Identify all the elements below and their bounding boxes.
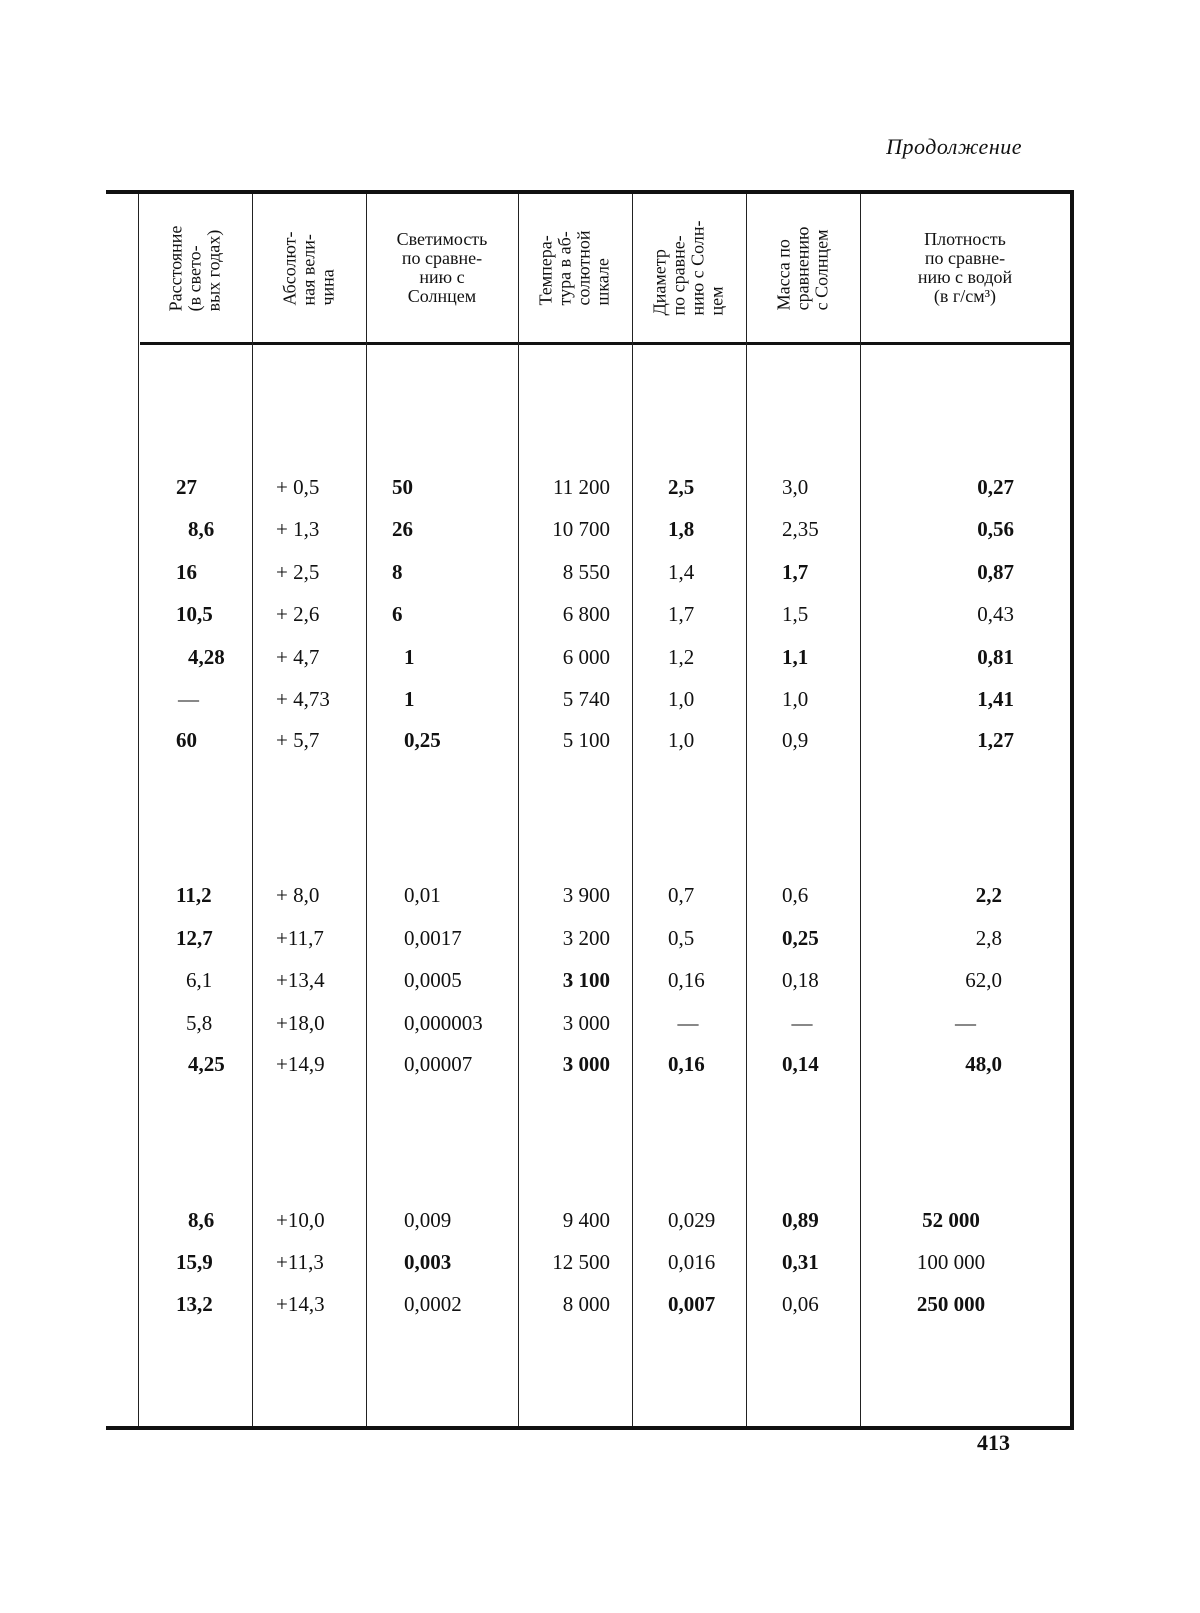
cell-distance: 11,2 xyxy=(176,883,212,907)
header-temperature xyxy=(518,194,632,342)
cell-luminosity: 8 xyxy=(392,560,403,584)
cell-magnitude: +11,3 xyxy=(276,1250,324,1274)
cell-distance: 4,25 xyxy=(188,1052,225,1076)
cell-density: 0,87 xyxy=(977,560,1014,584)
cell-temperature: 12 500 xyxy=(552,1250,610,1274)
continuation-label: Продолжение xyxy=(886,134,1022,159)
header-distance xyxy=(138,194,252,342)
cell-mass: — xyxy=(791,1011,813,1035)
cell-luminosity: 0,0005 xyxy=(404,968,462,992)
cell-temperature: 9 400 xyxy=(562,1208,610,1232)
cell-magnitude: + 4,7 xyxy=(276,645,320,669)
cell-distance: 27 xyxy=(176,475,197,499)
cell-density: 1,41 xyxy=(977,687,1014,711)
cell-diameter: 0,5 xyxy=(668,926,695,950)
cell-diameter: 0,016 xyxy=(668,1250,716,1274)
table-bottom-rule xyxy=(106,1426,1074,1430)
cell-density: 52 000 xyxy=(922,1208,980,1232)
cell-distance: 8,6 xyxy=(188,1208,215,1232)
header-distance-text: Расстояние (в свето- вых годах) xyxy=(165,225,224,311)
table-right-rule xyxy=(1070,190,1074,1430)
cell-magnitude: + 2,6 xyxy=(276,602,320,626)
cell-diameter: 0,16 xyxy=(668,1052,705,1076)
cell-distance: — xyxy=(178,687,199,711)
cell-temperature: 3 200 xyxy=(562,926,610,950)
cell-distance: 15,9 xyxy=(176,1250,213,1274)
cell-temperature: 3 100 xyxy=(562,968,610,992)
header-mass xyxy=(746,194,860,342)
cell-density: 62,0 xyxy=(965,968,1002,992)
cell-diameter: 1,2 xyxy=(668,645,695,669)
cell-density: 0,27 xyxy=(977,475,1014,499)
cell-temperature: 11 200 xyxy=(553,475,610,499)
cell-diameter: — xyxy=(677,1011,699,1035)
cell-mass: 0,18 xyxy=(782,968,819,992)
column-divider xyxy=(860,194,861,1426)
cell-distance: 60 xyxy=(176,728,197,752)
cell-mass: 0,06 xyxy=(782,1292,819,1316)
cell-distance: 12,7 xyxy=(176,926,213,950)
cell-mass: 2,35 xyxy=(782,517,819,541)
cell-mass: 0,89 xyxy=(782,1208,819,1232)
cell-diameter: 1,7 xyxy=(668,602,695,626)
cell-luminosity: 1 xyxy=(404,645,415,669)
cell-magnitude: + 1,3 xyxy=(276,517,320,541)
cell-temperature: 3 900 xyxy=(562,883,610,907)
header-absolute-magnitude-text: Абсолют- ная вели- чина xyxy=(279,230,338,306)
cell-density: 2,2 xyxy=(975,883,1002,907)
cell-magnitude: +11,7 xyxy=(276,926,324,950)
cell-density: 0,43 xyxy=(977,602,1014,626)
cell-mass: 0,9 xyxy=(782,728,809,752)
header-temperature-text: Темпера- тура в аб- солютной шкале xyxy=(535,230,613,306)
column-divider xyxy=(252,194,253,1426)
cell-luminosity: 0,00007 xyxy=(404,1052,473,1076)
cell-temperature: 5 740 xyxy=(562,687,610,711)
cell-magnitude: + 8,0 xyxy=(276,883,320,907)
cell-temperature: 3 000 xyxy=(562,1011,610,1035)
cell-density: 250 000 xyxy=(916,1292,986,1316)
cell-luminosity: 0,0002 xyxy=(404,1292,462,1316)
cell-temperature: 6 800 xyxy=(562,602,610,626)
cell-magnitude: + 4,73 xyxy=(276,687,330,711)
cell-mass: 1,5 xyxy=(782,602,809,626)
cell-diameter: 1,4 xyxy=(668,560,695,584)
cell-mass: 0,6 xyxy=(782,883,809,907)
cell-diameter: 1,0 xyxy=(668,728,695,752)
cell-distance: 4,28 xyxy=(188,645,225,669)
cell-distance: 6,1 xyxy=(186,968,213,992)
header-density-text: Плотность по сравне- нию с водой (в г/см³) xyxy=(917,229,1013,306)
cell-density: 48,0 xyxy=(965,1052,1002,1076)
cell-luminosity: 0,000003 xyxy=(404,1011,483,1035)
cell-magnitude: +10,0 xyxy=(276,1208,325,1232)
cell-luminosity: 0,01 xyxy=(404,883,441,907)
column-divider xyxy=(746,194,747,1426)
cell-magnitude: +13,4 xyxy=(276,968,325,992)
cell-distance: 8,6 xyxy=(188,517,215,541)
cell-density: 0,81 xyxy=(977,645,1014,669)
cell-diameter: 1,0 xyxy=(668,687,695,711)
cell-temperature: 10 700 xyxy=(552,517,610,541)
cell-distance: 5,8 xyxy=(186,1011,213,1035)
cell-distance: 10,5 xyxy=(176,602,213,626)
cell-mass: 3,0 xyxy=(782,475,809,499)
header-diameter-text: Диаметр по сравне- нию с Солн- цем xyxy=(650,220,727,316)
cell-luminosity: 0,003 xyxy=(404,1250,452,1274)
header-rule xyxy=(140,342,1074,345)
cell-luminosity: 0,009 xyxy=(404,1208,452,1232)
cell-temperature: 6 000 xyxy=(562,645,610,669)
cell-luminosity: 0,25 xyxy=(404,728,441,752)
cell-diameter: 2,5 xyxy=(668,475,695,499)
cell-luminosity: 0,0017 xyxy=(404,926,462,950)
column-divider xyxy=(138,194,139,1426)
column-divider xyxy=(632,194,633,1426)
cell-temperature: 8 000 xyxy=(562,1292,610,1316)
cell-luminosity: 6 xyxy=(392,602,403,626)
header-mass-text: Масса по сравнению с Солнцем xyxy=(773,226,832,310)
cell-diameter: 0,16 xyxy=(668,968,705,992)
header-luminosity-text: Светимость по сравне- нию с Солнцем xyxy=(396,229,488,306)
cell-magnitude: +14,3 xyxy=(276,1292,325,1316)
page-number: 413 xyxy=(977,1430,1010,1455)
cell-distance: 16 xyxy=(176,560,197,584)
cell-diameter: 0,029 xyxy=(668,1208,716,1232)
cell-density: — xyxy=(955,1011,976,1035)
cell-distance: 13,2 xyxy=(176,1292,213,1316)
cell-mass: 1,1 xyxy=(782,645,809,669)
header-density xyxy=(860,194,1070,342)
cell-mass: 0,14 xyxy=(782,1052,819,1076)
cell-mass: 0,25 xyxy=(782,926,819,950)
cell-magnitude: + 0,5 xyxy=(276,475,320,499)
cell-mass: 0,31 xyxy=(782,1250,819,1274)
cell-density: 1,27 xyxy=(977,728,1014,752)
cell-density: 100 000 xyxy=(916,1250,986,1274)
cell-magnitude: +14,9 xyxy=(276,1052,325,1076)
column-divider xyxy=(518,194,519,1426)
star-table xyxy=(106,190,1076,1430)
cell-mass: 1,7 xyxy=(782,560,809,584)
cell-temperature: 8 550 xyxy=(562,560,610,584)
cell-density: 0,56 xyxy=(977,517,1014,541)
cell-diameter: 0,007 xyxy=(668,1292,716,1316)
cell-luminosity: 1 xyxy=(404,687,415,711)
cell-magnitude: +18,0 xyxy=(276,1011,325,1035)
cell-luminosity: 26 xyxy=(392,517,413,541)
cell-magnitude: + 2,5 xyxy=(276,560,320,584)
header-absolute-magnitude xyxy=(252,194,366,342)
header-diameter xyxy=(632,194,746,342)
cell-diameter: 0,7 xyxy=(668,883,695,907)
cell-temperature: 5 100 xyxy=(562,728,610,752)
cell-density: 2,8 xyxy=(975,926,1002,950)
column-divider xyxy=(366,194,367,1426)
cell-temperature: 3 000 xyxy=(562,1052,610,1076)
cell-magnitude: + 5,7 xyxy=(276,728,320,752)
cell-mass: 1,0 xyxy=(782,687,809,711)
cell-diameter: 1,8 xyxy=(668,517,695,541)
header-luminosity xyxy=(366,194,518,342)
cell-luminosity: 50 xyxy=(392,475,413,499)
